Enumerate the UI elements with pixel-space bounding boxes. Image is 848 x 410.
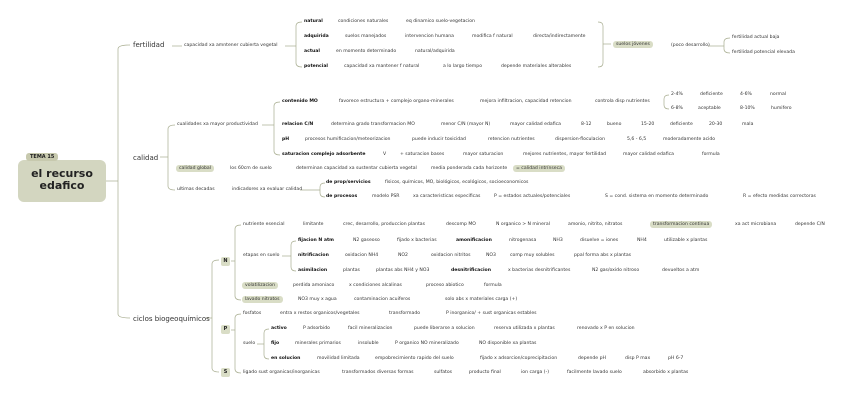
- cic-text: contaminacion acuiferos: [354, 297, 411, 302]
- cic-text: NO3 muy x agua: [298, 297, 337, 302]
- cic-etapas: etapas en suelo: [243, 253, 280, 258]
- cal-text: puede inducir toxicidad: [412, 137, 466, 142]
- fert-potencial: potencial: [304, 64, 328, 69]
- fert-def: capacidad xa amntener cubierta vegetal: [184, 43, 278, 48]
- cal-text: formula: [702, 152, 720, 157]
- fert-baja: fertilidad actual baja: [732, 35, 780, 40]
- cal-text: mayor calidad edafica: [510, 122, 561, 127]
- cic-text: sulfatos: [434, 370, 453, 375]
- connector: [168, 125, 175, 190]
- cic-text: depende C/N: [795, 222, 825, 227]
- cic-text: nitrogenasa: [509, 238, 537, 243]
- page-title: el recurso edafico: [31, 167, 93, 192]
- cal-mo: contenido MO: [282, 99, 318, 104]
- cic-text: pH 6-7: [668, 356, 684, 361]
- cal-text: procesos humificacion/meteorizacion: [305, 137, 391, 142]
- cic-text: movilidad limitada: [317, 356, 360, 361]
- suelos-jovenes-badge: suelos jóvenes: [613, 41, 653, 48]
- cal-text: 5,6 - 6,5: [627, 137, 647, 142]
- cic-text: P inorganico/ + sust organicas estables: [446, 311, 537, 316]
- cal-cualidades: cualidades xa mayor productividad: [177, 122, 258, 127]
- connector: [274, 102, 280, 155]
- cic-text: nutriente esencial: [243, 222, 285, 227]
- cal-val: 2-4%: [671, 92, 683, 97]
- cal-val: normal: [770, 92, 787, 97]
- cal-sat: saturacion complejo adsorbente: [282, 152, 366, 157]
- cic-text: NO2: [398, 253, 408, 258]
- cal-text: controla disp nutrientes: [595, 99, 650, 104]
- cic-text: N2 gas/oxido nitroso: [592, 268, 640, 273]
- cic-nit: nitrificacion: [298, 253, 329, 258]
- cal-text: moderadamente acido: [663, 137, 716, 142]
- fert-text: directa/indirectamente: [533, 34, 586, 39]
- cic-text: x bacterias desnitrificantes: [508, 268, 571, 273]
- cal-text: media ponderada cada horizonte: [431, 166, 508, 171]
- connector: [724, 38, 730, 53]
- connector: [291, 241, 296, 271]
- node-p: P: [221, 325, 230, 334]
- fert-text: intervencion humana: [405, 34, 454, 39]
- cic-text: entra x restos organicos/vegetales: [280, 311, 360, 316]
- connector: [235, 225, 241, 300]
- cal-text: mala: [742, 122, 754, 127]
- cal-text: retencion nutrientes: [488, 137, 535, 142]
- cic-text: P organico NO mineralizado: [395, 341, 459, 346]
- fert-elevada: fertilidad potencial elevada: [732, 50, 795, 55]
- cic-text: absorbido x plantas: [643, 370, 689, 375]
- cic-text: limitante: [303, 222, 324, 227]
- connector: [598, 22, 603, 67]
- cal-cn: relacion C/N: [282, 122, 314, 127]
- fert-text: capacidad xa mantener f natural: [344, 64, 420, 69]
- cic-text: N2 gaseoso: [353, 238, 380, 243]
- cic-text: fijado x adsorcion/coprecipitacion: [480, 356, 558, 361]
- cic-suelo: suelo: [243, 341, 256, 346]
- volatilizacion-badge: volatilizacion: [242, 282, 278, 289]
- cic-text: devueltos a atm: [662, 268, 700, 273]
- connector: [212, 260, 219, 372]
- cal-val: deficiente: [700, 92, 723, 97]
- cic-text: disp P max: [625, 356, 651, 361]
- cic-text: NO disponible xa plantas: [479, 341, 537, 346]
- cic-text: ion carga (-): [521, 370, 550, 375]
- calidad-intrinseca-badge: = calidad intrínseca: [513, 165, 565, 172]
- cal-text: modelo PSR: [372, 194, 400, 199]
- connector: [118, 45, 130, 318]
- cic-text: minerales primarios: [295, 341, 341, 346]
- fert-actual: actual: [304, 49, 320, 54]
- cic-text: producto final: [469, 370, 501, 375]
- cal-val: aceptable: [698, 106, 721, 111]
- fert-text: modifica f natural: [472, 34, 513, 39]
- cal-text: 15-20: [641, 122, 655, 127]
- cal-val: humifero: [771, 106, 792, 111]
- cic-fij: fijacion N atm: [298, 238, 334, 243]
- cic-asim: asimilacion: [298, 268, 328, 273]
- fert-text: natural/adquirida: [415, 49, 455, 54]
- cal-val: 8-10%: [740, 106, 755, 111]
- cal-text: deficiente: [670, 122, 693, 127]
- cal-text: 8-12: [581, 122, 592, 127]
- cic-text: NO3: [486, 253, 496, 258]
- cic-text: puede liberarse a solucion: [414, 326, 475, 331]
- cic-text: crec, desarrollo, produccion plantas: [343, 222, 426, 227]
- cic-text: oxidacion NH4: [345, 253, 379, 258]
- cal-text: R = efecto medidas correctoras: [743, 194, 816, 199]
- cic-activo: activo: [271, 326, 287, 331]
- cal-text: físicos, químicos, MO, biológicos, ecológicos, socioeconomicos: [385, 180, 529, 185]
- node-s: S: [221, 368, 230, 377]
- cal-text: + saturacion bases: [400, 152, 445, 157]
- cal-indicadores: indicadores xa evaluar calidad: [232, 187, 303, 192]
- cal-proc: de procesos: [326, 194, 358, 199]
- fert-adquirida: adquirida: [304, 34, 329, 39]
- cic-text: oxidacion nitritos: [431, 253, 471, 258]
- cic-text: plantas abs NH4 y NO3: [376, 268, 430, 273]
- cic-text: N organico > N mineral: [496, 222, 550, 227]
- cic-text: fijado x bacterias: [397, 238, 437, 243]
- node-n: N: [221, 257, 230, 266]
- cic-text: NH4: [637, 238, 647, 243]
- cic-text: disuelve = iones: [580, 238, 619, 243]
- cic-text: facilmente lavado suelo: [567, 370, 622, 375]
- cic-s: ligado sust organicas/inorganicas: [243, 370, 320, 375]
- connector: [320, 183, 325, 197]
- cic-text: depende pH: [578, 356, 606, 361]
- cic-text: transformados diversas formas: [342, 370, 414, 375]
- cic-text: reserva utilizada x plantas: [494, 326, 555, 331]
- cic-text: utilizable x plantas: [664, 238, 708, 243]
- cal-text: los 60cm de suelo: [230, 166, 272, 171]
- cic-text: desnitrificacion: [451, 268, 491, 273]
- calidad-global-badge: calidad global: [176, 165, 214, 172]
- cic-text: insoluble: [358, 341, 379, 346]
- topic-tag: TEMA 15: [26, 153, 58, 161]
- cic-text: x condiciones alcalinas: [349, 283, 402, 288]
- transformacion-badge: transformacion continua: [650, 221, 712, 228]
- fert-text: condiciones naturales: [338, 19, 389, 24]
- cic-text: solo abs x materiales carga (+): [445, 297, 518, 302]
- fert-text: eq dinamico suelo-vegetacion: [406, 19, 475, 24]
- fert-text: a lo largo tiempo: [443, 64, 483, 69]
- cic-text: P adsorbido: [303, 326, 330, 331]
- fert-text: suelos manejados: [345, 34, 387, 39]
- connector: [664, 95, 669, 109]
- cal-text: favorece estructura + complejo organo-minerales: [339, 99, 454, 104]
- cic-text: amonificacion: [456, 238, 492, 243]
- cic-sol: en solucion: [271, 356, 301, 361]
- branch-ciclos: ciclos biogeoquímicos: [133, 315, 210, 323]
- cal-text: V: [383, 152, 387, 157]
- cic-text: renovado x P en solucion: [577, 326, 635, 331]
- cal-text: mejora infiltracion, capacidad retencion: [480, 99, 572, 104]
- cic-text: transformado: [389, 311, 421, 316]
- cic-text: amonio, nitrito, nitratos: [568, 222, 623, 227]
- fert-text: en momento determinado: [336, 49, 397, 54]
- connector: [296, 22, 302, 67]
- connector: [235, 314, 241, 373]
- cic-text: proceso abiotico: [426, 283, 464, 288]
- cal-text: mejores nutrientes, mayor fertilidad: [523, 152, 607, 157]
- cal-val: 4-6%: [740, 92, 752, 97]
- cic-fosf: fosfatos: [243, 311, 262, 316]
- cic-fijo: fijo: [271, 341, 280, 346]
- cal-text: mayor saturacion: [463, 152, 504, 157]
- cic-text: comp muy solubles: [510, 253, 555, 258]
- cal-val: 6-8%: [671, 106, 683, 111]
- cal-text: bueno: [607, 122, 622, 127]
- cal-text: S = cond. sistema en momento determinado: [605, 194, 709, 199]
- cic-text: facil mineralizacion: [348, 326, 393, 331]
- cal-ultimas: ultimas decadas: [177, 187, 215, 192]
- cal-text: xa caracteristicas especificas: [413, 194, 481, 199]
- cic-text: NH3: [553, 238, 563, 243]
- fert-text: depende materiales alterables: [501, 64, 572, 69]
- cal-text: menor C/N (mayor N): [441, 122, 491, 127]
- cic-text: ppal forma abs x plantas: [574, 253, 632, 258]
- branch-fertilidad: fertilidad: [133, 41, 165, 49]
- cal-prop: de prop/servicios: [326, 180, 371, 185]
- cic-text: perdida amoniaco: [293, 283, 335, 288]
- poco-desarrollo: (poco desarrollo): [671, 43, 710, 48]
- fert-natural: natural: [304, 19, 323, 24]
- cal-text: 20-30: [709, 122, 723, 127]
- cal-ph: pH: [282, 137, 290, 142]
- cal-text: determinan capacidad xa sustentar cubierta vegetal: [296, 166, 417, 171]
- cic-text: formula: [484, 283, 502, 288]
- cal-text: dispersion-floculacion: [555, 137, 606, 142]
- cic-text: xa act microbiana: [735, 222, 777, 227]
- cal-text: determina grado transformacion MO: [331, 122, 415, 127]
- cal-text: mayor calidad edafica: [623, 152, 674, 157]
- connector: [264, 329, 269, 359]
- lavado-badge: lavado nitratos: [242, 296, 283, 303]
- branch-calidad: calidad: [133, 154, 159, 162]
- cic-text: empobrecimiento rapido del suelo: [375, 356, 454, 361]
- cic-text: descomp MO: [446, 222, 476, 227]
- cal-text: P = estados actuales/potenciales: [494, 194, 571, 199]
- cic-text: plantas: [343, 268, 360, 273]
